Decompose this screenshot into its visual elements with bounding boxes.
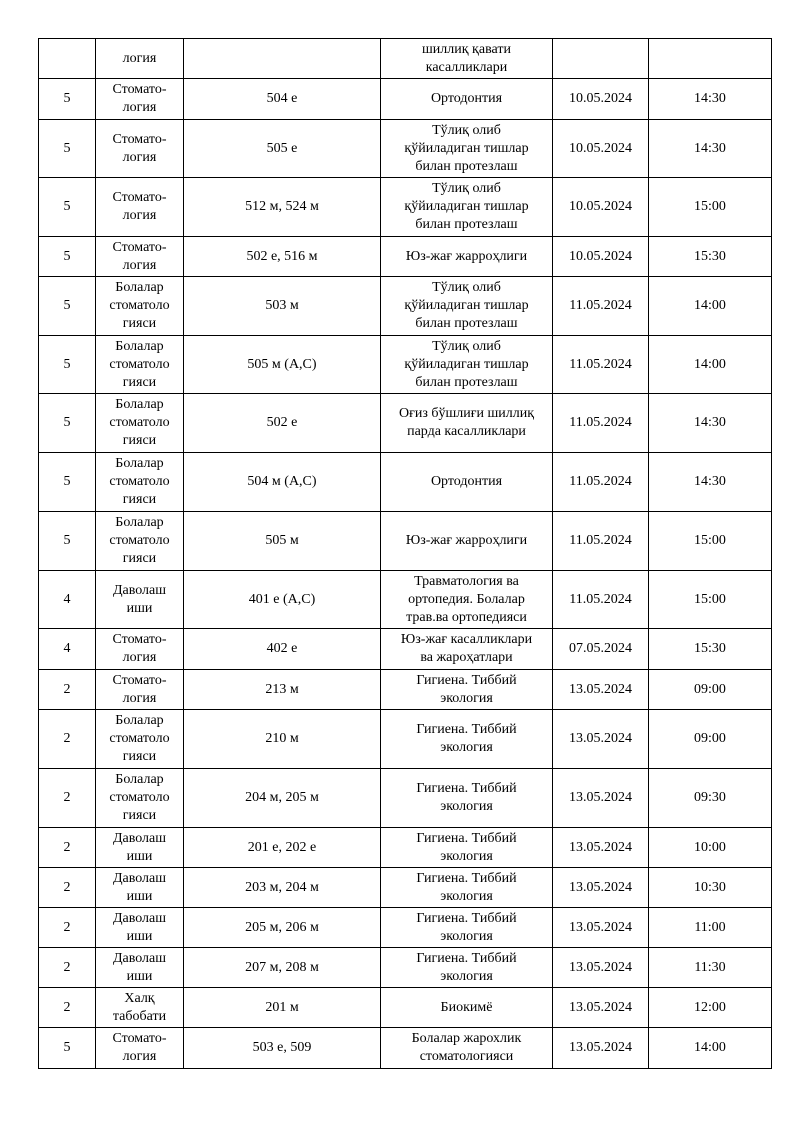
date-cell: 13.05.2024	[553, 769, 649, 828]
table-row	[39, 277, 772, 336]
course-cell: 5	[39, 277, 96, 336]
table-row	[39, 1028, 772, 1069]
table-row	[39, 237, 772, 277]
faculty-cell: Стомато- логия	[96, 670, 184, 710]
subject-cell: Травматология ва ортопедия. Болалар трав.ва ортопедияси	[381, 571, 553, 629]
subject-cell: Болалар жарохлик стоматологияси	[381, 1028, 553, 1069]
group-cell: 504 м (А,С)	[184, 453, 381, 512]
time-cell: 09:30	[649, 769, 772, 828]
faculty-cell: Даволаш иши	[96, 868, 184, 908]
course-cell: 5	[39, 512, 96, 571]
faculty-cell: Болалар стоматоло гияси	[96, 512, 184, 571]
table-row	[39, 336, 772, 394]
group-cell: 502 е	[184, 394, 381, 453]
date-cell: 11.05.2024	[553, 512, 649, 571]
group-cell: 205 м, 206 м	[184, 908, 381, 948]
subject-cell: Биокимё	[381, 988, 553, 1028]
course-cell: 2	[39, 769, 96, 828]
time-cell: 10:00	[649, 828, 772, 868]
time-cell: 14:00	[649, 1028, 772, 1069]
date-cell: 11.05.2024	[553, 394, 649, 453]
group-cell: 201 м	[184, 988, 381, 1028]
subject-cell: Гигиена. Тиббий экология	[381, 670, 553, 710]
group-cell: 207 м, 208 м	[184, 948, 381, 988]
faculty-cell: Болалар стоматоло гияси	[96, 710, 184, 769]
subject-cell: шиллиқ қавати касалликлари	[381, 39, 553, 79]
table-row	[39, 868, 772, 908]
faculty-cell: Халқ табобати	[96, 988, 184, 1028]
faculty-cell: Болалар стоматоло гияси	[96, 336, 184, 394]
date-cell: 13.05.2024	[553, 868, 649, 908]
course-cell: 4	[39, 629, 96, 670]
subject-cell: Ортодонтия	[381, 79, 553, 120]
course-cell: 4	[39, 571, 96, 629]
course-cell: 5	[39, 336, 96, 394]
table-row	[39, 670, 772, 710]
faculty-cell: Стомато- логия	[96, 1028, 184, 1069]
subject-cell: Гигиена. Тиббий экология	[381, 868, 553, 908]
group-cell: 505 м (А,С)	[184, 336, 381, 394]
subject-cell: Юз-жағ касалликлари ва жароҳатлари	[381, 629, 553, 670]
group-cell: 505 е	[184, 120, 381, 178]
date-cell	[553, 39, 649, 79]
date-cell: 10.05.2024	[553, 79, 649, 120]
faculty-cell: Стомато- логия	[96, 178, 184, 237]
group-cell: 201 е, 202 е	[184, 828, 381, 868]
time-cell: 11:30	[649, 948, 772, 988]
faculty-cell: Болалар стоматоло гияси	[96, 769, 184, 828]
group-cell: 213 м	[184, 670, 381, 710]
subject-cell: Гигиена. Тиббий экология	[381, 908, 553, 948]
faculty-cell: Болалар стоматоло гияси	[96, 453, 184, 512]
time-cell: 15:30	[649, 237, 772, 277]
time-cell: 14:30	[649, 79, 772, 120]
group-cell: 402 е	[184, 629, 381, 670]
time-cell	[649, 39, 772, 79]
course-cell: 2	[39, 988, 96, 1028]
table-row	[39, 828, 772, 868]
course-cell: 5	[39, 394, 96, 453]
course-cell: 5	[39, 79, 96, 120]
subject-cell: Оғиз бўшлиғи шиллиқ парда касалликлари	[381, 394, 553, 453]
table-row	[39, 710, 772, 769]
subject-cell: Юз-жағ жарроҳлиги	[381, 512, 553, 571]
group-cell: 203 м, 204 м	[184, 868, 381, 908]
faculty-cell: Стомато- логия	[96, 629, 184, 670]
faculty-cell: Стомато- логия	[96, 79, 184, 120]
time-cell: 14:00	[649, 336, 772, 394]
group-cell	[184, 39, 381, 79]
time-cell: 09:00	[649, 670, 772, 710]
time-cell: 09:00	[649, 710, 772, 769]
faculty-cell: Даволаш иши	[96, 828, 184, 868]
faculty-cell: Стомато- логия	[96, 120, 184, 178]
faculty-cell: Даволаш иши	[96, 948, 184, 988]
course-cell: 5	[39, 1028, 96, 1069]
faculty-cell: Стомато- логия	[96, 237, 184, 277]
group-cell: 210 м	[184, 710, 381, 769]
date-cell: 11.05.2024	[553, 336, 649, 394]
group-cell: 505 м	[184, 512, 381, 571]
subject-cell: Тўлиқ олиб қўйиладиган тишлар билан протезлаш	[381, 277, 553, 336]
course-cell: 5	[39, 237, 96, 277]
course-cell: 5	[39, 178, 96, 237]
table-row	[39, 948, 772, 988]
date-cell: 10.05.2024	[553, 120, 649, 178]
table-row	[39, 512, 772, 571]
date-cell: 13.05.2024	[553, 988, 649, 1028]
group-cell: 504 е	[184, 79, 381, 120]
date-cell: 11.05.2024	[553, 571, 649, 629]
subject-cell: Тўлиқ олиб қўйиладиган тишлар билан протезлаш	[381, 120, 553, 178]
time-cell: 12:00	[649, 988, 772, 1028]
time-cell: 15:30	[649, 629, 772, 670]
time-cell: 14:30	[649, 394, 772, 453]
time-cell: 15:00	[649, 571, 772, 629]
course-cell: 2	[39, 948, 96, 988]
course-cell: 2	[39, 670, 96, 710]
table-row	[39, 79, 772, 120]
table-row	[39, 178, 772, 237]
time-cell: 14:00	[649, 277, 772, 336]
date-cell: 13.05.2024	[553, 1028, 649, 1069]
course-cell: 2	[39, 908, 96, 948]
subject-cell: Ортодонтия	[381, 453, 553, 512]
date-cell: 07.05.2024	[553, 629, 649, 670]
course-cell: 5	[39, 453, 96, 512]
faculty-cell: Болалар стоматоло гияси	[96, 277, 184, 336]
table-row	[39, 120, 772, 178]
table-row	[39, 988, 772, 1028]
faculty-cell: Даволаш иши	[96, 908, 184, 948]
subject-cell: Тўлиқ олиб қўйиладиган тишлар билан протезлаш	[381, 336, 553, 394]
exam-schedule-table	[38, 38, 772, 1069]
time-cell: 11:00	[649, 908, 772, 948]
date-cell: 10.05.2024	[553, 178, 649, 237]
date-cell: 13.05.2024	[553, 670, 649, 710]
group-cell: 204 м, 205 м	[184, 769, 381, 828]
table-row	[39, 394, 772, 453]
course-cell	[39, 39, 96, 79]
subject-cell: Юз-жағ жарроҳлиги	[381, 237, 553, 277]
time-cell: 10:30	[649, 868, 772, 908]
date-cell: 13.05.2024	[553, 828, 649, 868]
group-cell: 502 е, 516 м	[184, 237, 381, 277]
table-row	[39, 39, 772, 79]
time-cell: 15:00	[649, 178, 772, 237]
group-cell: 401 е (А,С)	[184, 571, 381, 629]
subject-cell: Гигиена. Тиббий экология	[381, 769, 553, 828]
date-cell: 13.05.2024	[553, 908, 649, 948]
time-cell: 14:30	[649, 453, 772, 512]
table-row	[39, 453, 772, 512]
time-cell: 14:30	[649, 120, 772, 178]
date-cell: 11.05.2024	[553, 277, 649, 336]
group-cell: 512 м, 524 м	[184, 178, 381, 237]
course-cell: 2	[39, 710, 96, 769]
subject-cell: Гигиена. Тиббий экология	[381, 710, 553, 769]
faculty-cell: Болалар стоматоло гияси	[96, 394, 184, 453]
group-cell: 503 м	[184, 277, 381, 336]
course-cell: 2	[39, 828, 96, 868]
date-cell: 13.05.2024	[553, 948, 649, 988]
date-cell: 10.05.2024	[553, 237, 649, 277]
faculty-cell: Даволаш иши	[96, 571, 184, 629]
course-cell: 5	[39, 120, 96, 178]
subject-cell: Тўлиқ олиб қўйиладиган тишлар билан протезлаш	[381, 178, 553, 237]
subject-cell: Гигиена. Тиббий экология	[381, 948, 553, 988]
table-row	[39, 908, 772, 948]
schedule-body	[39, 39, 772, 1069]
group-cell: 503 е, 509	[184, 1028, 381, 1069]
table-row	[39, 571, 772, 629]
faculty-cell: логия	[96, 39, 184, 79]
table-row	[39, 629, 772, 670]
date-cell: 11.05.2024	[553, 453, 649, 512]
subject-cell: Гигиена. Тиббий экология	[381, 828, 553, 868]
date-cell: 13.05.2024	[553, 710, 649, 769]
schedule-page	[38, 38, 771, 1069]
course-cell: 2	[39, 868, 96, 908]
time-cell: 15:00	[649, 512, 772, 571]
table-row	[39, 769, 772, 828]
